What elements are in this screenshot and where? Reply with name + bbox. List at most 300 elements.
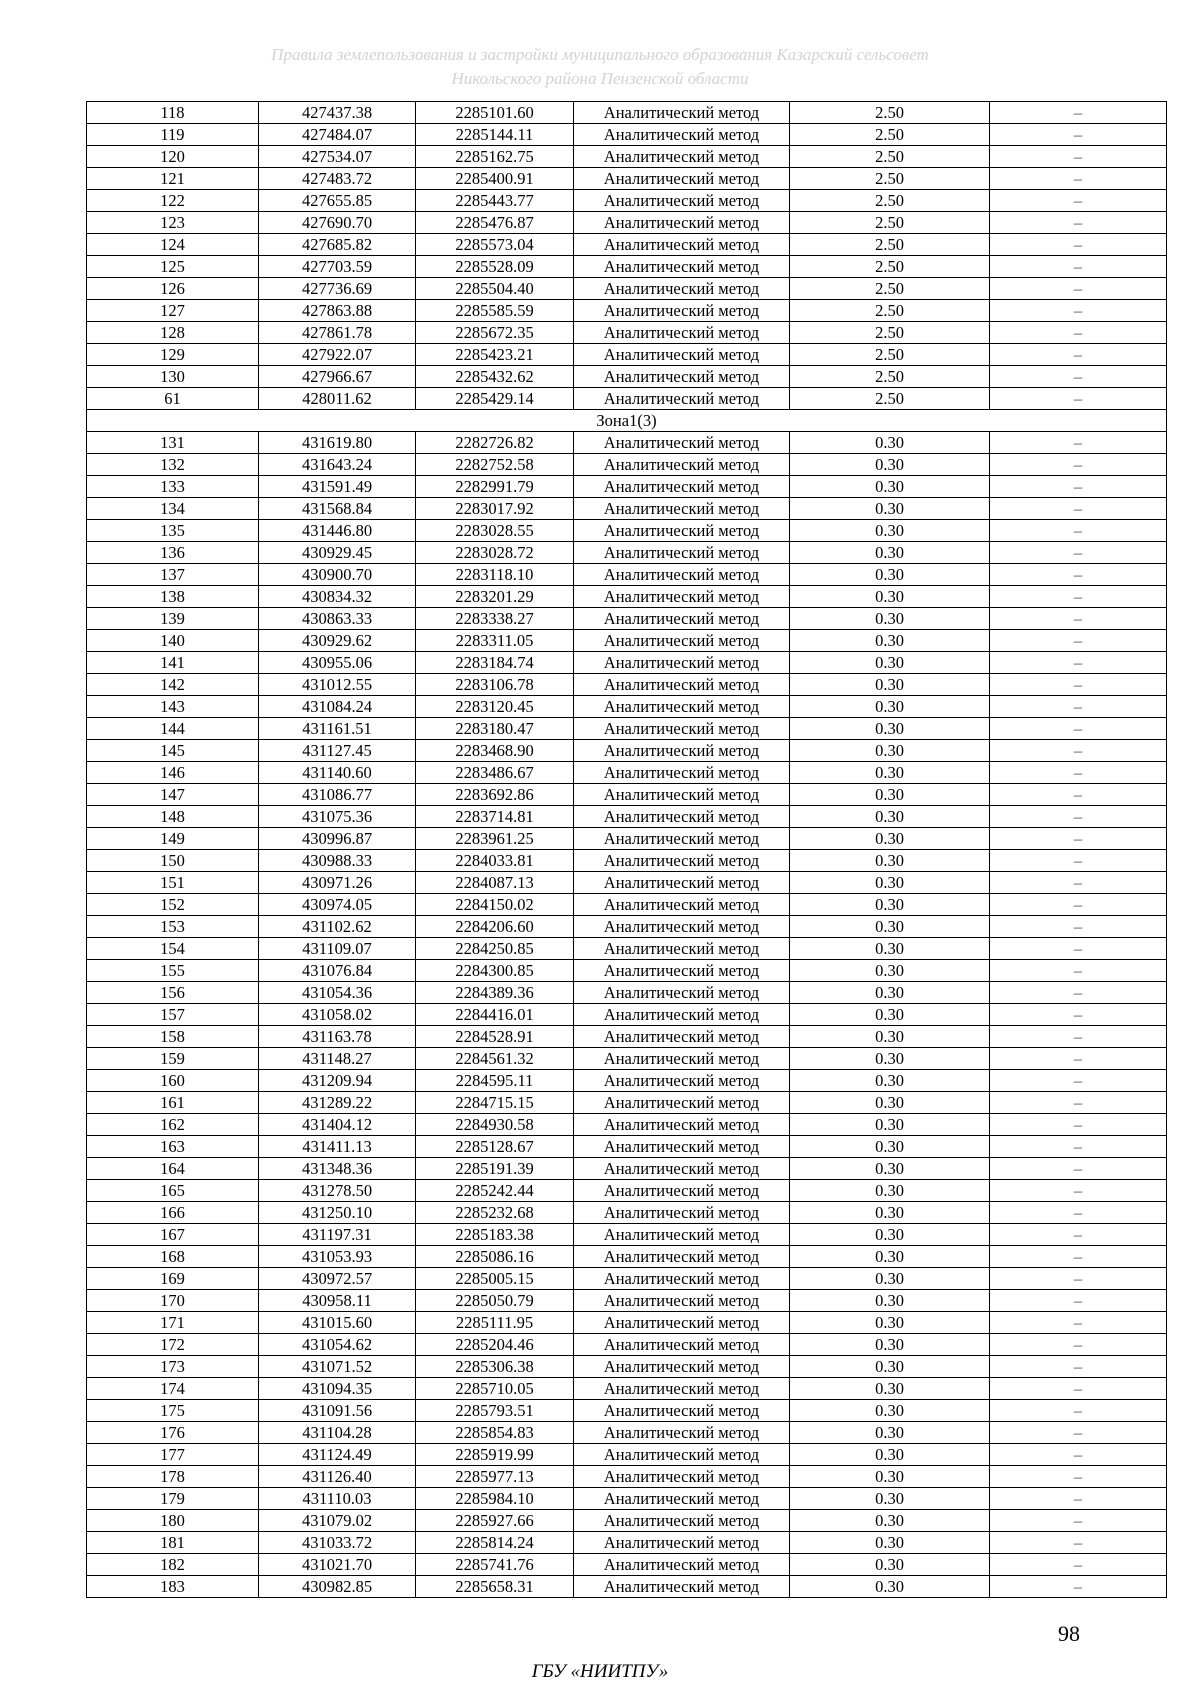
method-cell: Аналитический метод [574, 256, 790, 278]
point-number-cell: 125 [87, 256, 259, 278]
point-number-cell: 154 [87, 938, 259, 960]
x-coordinate-cell: 431348.36 [259, 1158, 416, 1180]
method-cell: Аналитический метод [574, 1268, 790, 1290]
table-row [87, 366, 1167, 388]
x-coordinate-cell: 430958.11 [259, 1290, 416, 1312]
accuracy-cell: 0.30 [790, 696, 990, 718]
y-coordinate-cell: 2283486.67 [416, 762, 574, 784]
point-number-cell: 151 [87, 872, 259, 894]
point-number-cell: 180 [87, 1510, 259, 1532]
accuracy-cell: 2.50 [790, 124, 990, 146]
method-cell: Аналитический метод [574, 212, 790, 234]
table-row [87, 674, 1167, 696]
description-cell: – [990, 300, 1167, 322]
table-row [87, 696, 1167, 718]
y-coordinate-cell: 2284715.15 [416, 1092, 574, 1114]
accuracy-cell: 2.50 [790, 256, 990, 278]
table-row [87, 300, 1167, 322]
description-cell: – [990, 1356, 1167, 1378]
method-cell: Аналитический метод [574, 960, 790, 982]
description-cell: – [990, 1158, 1167, 1180]
description-cell: – [990, 938, 1167, 960]
point-number-cell: 150 [87, 850, 259, 872]
method-cell: Аналитический метод [574, 564, 790, 586]
x-coordinate-cell: 431209.94 [259, 1070, 416, 1092]
accuracy-cell: 2.50 [790, 168, 990, 190]
y-coordinate-cell: 2283311.05 [416, 630, 574, 652]
x-coordinate-cell: 427534.07 [259, 146, 416, 168]
description-cell: – [990, 146, 1167, 168]
x-coordinate-cell: 430834.32 [259, 586, 416, 608]
table-row [87, 850, 1167, 872]
y-coordinate-cell: 2283118.10 [416, 564, 574, 586]
point-number-cell: 173 [87, 1356, 259, 1378]
description-cell: – [990, 476, 1167, 498]
point-number-cell: 139 [87, 608, 259, 630]
point-number-cell: 160 [87, 1070, 259, 1092]
accuracy-cell: 0.30 [790, 432, 990, 454]
point-number-cell: 162 [87, 1114, 259, 1136]
accuracy-cell: 0.30 [790, 1092, 990, 1114]
method-cell: Аналитический метод [574, 1444, 790, 1466]
point-number-cell: 145 [87, 740, 259, 762]
accuracy-cell: 2.50 [790, 300, 990, 322]
y-coordinate-cell: 2285423.21 [416, 344, 574, 366]
method-cell: Аналитический метод [574, 1466, 790, 1488]
point-number-cell: 134 [87, 498, 259, 520]
method-cell: Аналитический метод [574, 696, 790, 718]
x-coordinate-cell: 431148.27 [259, 1048, 416, 1070]
description-cell: – [990, 432, 1167, 454]
point-number-cell: 172 [87, 1334, 259, 1356]
point-number-cell: 157 [87, 1004, 259, 1026]
accuracy-cell: 0.30 [790, 828, 990, 850]
page-number: 98 [1058, 1621, 1080, 1646]
x-coordinate-cell: 431643.24 [259, 454, 416, 476]
table-row [87, 1554, 1167, 1576]
method-cell: Аналитический метод [574, 1224, 790, 1246]
description-cell: – [990, 740, 1167, 762]
y-coordinate-cell: 2285504.40 [416, 278, 574, 300]
point-number-cell: 131 [87, 432, 259, 454]
x-coordinate-cell: 427922.07 [259, 344, 416, 366]
description-cell: – [990, 234, 1167, 256]
x-coordinate-cell: 427863.88 [259, 300, 416, 322]
description-cell: – [990, 1136, 1167, 1158]
description-cell: – [990, 894, 1167, 916]
method-cell: Аналитический метод [574, 872, 790, 894]
y-coordinate-cell: 2285672.35 [416, 322, 574, 344]
point-number-cell: 120 [87, 146, 259, 168]
method-cell: Аналитический метод [574, 784, 790, 806]
description-cell: – [990, 674, 1167, 696]
accuracy-cell: 0.30 [790, 1136, 990, 1158]
y-coordinate-cell: 2285191.39 [416, 1158, 574, 1180]
point-number-cell: 161 [87, 1092, 259, 1114]
table-row [87, 1510, 1167, 1532]
x-coordinate-cell: 431197.31 [259, 1224, 416, 1246]
description-cell: – [990, 278, 1167, 300]
accuracy-cell: 0.30 [790, 520, 990, 542]
description-cell: – [990, 1004, 1167, 1026]
accuracy-cell: 0.30 [790, 1004, 990, 1026]
description-cell: – [990, 1444, 1167, 1466]
y-coordinate-cell: 2285204.46 [416, 1334, 574, 1356]
accuracy-cell: 0.30 [790, 1334, 990, 1356]
point-number-cell: 119 [87, 124, 259, 146]
description-cell: – [990, 542, 1167, 564]
y-coordinate-cell: 2285183.38 [416, 1224, 574, 1246]
y-coordinate-cell: 2282726.82 [416, 432, 574, 454]
method-cell: Аналитический метод [574, 1158, 790, 1180]
description-cell: – [990, 256, 1167, 278]
method-cell: Аналитический метод [574, 718, 790, 740]
accuracy-cell: 0.30 [790, 476, 990, 498]
accuracy-cell: 0.30 [790, 718, 990, 740]
table-row [87, 124, 1167, 146]
table-row [87, 454, 1167, 476]
description-cell: – [990, 916, 1167, 938]
y-coordinate-cell: 2283120.45 [416, 696, 574, 718]
accuracy-cell: 0.30 [790, 1488, 990, 1510]
description-cell: – [990, 322, 1167, 344]
y-coordinate-cell: 2283692.86 [416, 784, 574, 806]
point-number-cell: 126 [87, 278, 259, 300]
accuracy-cell: 0.30 [790, 1114, 990, 1136]
y-coordinate-cell: 2284033.81 [416, 850, 574, 872]
document-header [140, 43, 1060, 91]
table-row [87, 256, 1167, 278]
description-cell: – [990, 1290, 1167, 1312]
point-number-cell: 158 [87, 1026, 259, 1048]
x-coordinate-cell: 430900.70 [259, 564, 416, 586]
table-row [87, 1202, 1167, 1224]
description-cell: – [990, 1488, 1167, 1510]
accuracy-cell: 0.30 [790, 938, 990, 960]
point-number-cell: 146 [87, 762, 259, 784]
description-cell: – [990, 520, 1167, 542]
method-cell: Аналитический метод [574, 916, 790, 938]
y-coordinate-cell: 2285658.31 [416, 1576, 574, 1598]
accuracy-cell: 0.30 [790, 586, 990, 608]
point-number-cell: 174 [87, 1378, 259, 1400]
y-coordinate-cell: 2285984.10 [416, 1488, 574, 1510]
x-coordinate-cell: 431110.03 [259, 1488, 416, 1510]
point-number-cell: 163 [87, 1136, 259, 1158]
accuracy-cell: 2.50 [790, 234, 990, 256]
accuracy-cell: 0.30 [790, 740, 990, 762]
method-cell: Аналитический метод [574, 542, 790, 564]
table-row [87, 1092, 1167, 1114]
point-number-cell: 183 [87, 1576, 259, 1598]
point-number-cell: 61 [87, 388, 259, 410]
x-coordinate-cell: 427690.70 [259, 212, 416, 234]
accuracy-cell: 0.30 [790, 1026, 990, 1048]
description-cell: – [990, 586, 1167, 608]
accuracy-cell: 0.30 [790, 784, 990, 806]
table-row [87, 102, 1167, 124]
page-footer: ГБУ «НИИТПУ» [531, 1661, 669, 1682]
description-cell: – [990, 850, 1167, 872]
point-number-cell: 181 [87, 1532, 259, 1554]
description-cell: – [990, 982, 1167, 1004]
accuracy-cell: 0.30 [790, 1356, 990, 1378]
method-cell: Аналитический метод [574, 740, 790, 762]
point-number-cell: 169 [87, 1268, 259, 1290]
description-cell: – [990, 388, 1167, 410]
accuracy-cell: 0.30 [790, 1224, 990, 1246]
x-coordinate-cell: 430972.57 [259, 1268, 416, 1290]
method-cell: Аналитический метод [574, 652, 790, 674]
x-coordinate-cell: 427861.78 [259, 322, 416, 344]
accuracy-cell: 0.30 [790, 1048, 990, 1070]
description-cell: – [990, 1026, 1167, 1048]
method-cell: Аналитический метод [574, 520, 790, 542]
y-coordinate-cell: 2283201.29 [416, 586, 574, 608]
point-number-cell: 166 [87, 1202, 259, 1224]
point-number-cell: 127 [87, 300, 259, 322]
method-cell: Аналитический метод [574, 190, 790, 212]
y-coordinate-cell: 2284250.85 [416, 938, 574, 960]
x-coordinate-cell: 431161.51 [259, 718, 416, 740]
point-number-cell: 141 [87, 652, 259, 674]
accuracy-cell: 0.30 [790, 608, 990, 630]
x-coordinate-cell: 427655.85 [259, 190, 416, 212]
point-number-cell: 168 [87, 1246, 259, 1268]
description-cell: – [990, 806, 1167, 828]
method-cell: Аналитический метод [574, 1180, 790, 1202]
x-coordinate-cell: 427703.59 [259, 256, 416, 278]
y-coordinate-cell: 2285101.60 [416, 102, 574, 124]
method-cell: Аналитический метод [574, 586, 790, 608]
point-number-cell: 165 [87, 1180, 259, 1202]
description-cell: – [990, 1334, 1167, 1356]
accuracy-cell: 0.30 [790, 1246, 990, 1268]
method-cell: Аналитический метод [574, 762, 790, 784]
point-number-cell: 182 [87, 1554, 259, 1576]
x-coordinate-cell: 431033.72 [259, 1532, 416, 1554]
table-row [87, 1246, 1167, 1268]
table-row [87, 982, 1167, 1004]
y-coordinate-cell: 2285242.44 [416, 1180, 574, 1202]
x-coordinate-cell: 430974.05 [259, 894, 416, 916]
x-coordinate-cell: 430988.33 [259, 850, 416, 872]
accuracy-cell: 0.30 [790, 542, 990, 564]
y-coordinate-cell: 2283017.92 [416, 498, 574, 520]
y-coordinate-cell: 2285585.59 [416, 300, 574, 322]
point-number-cell: 179 [87, 1488, 259, 1510]
accuracy-cell: 0.30 [790, 916, 990, 938]
y-coordinate-cell: 2284930.58 [416, 1114, 574, 1136]
method-cell: Аналитический метод [574, 344, 790, 366]
section-row [87, 410, 1167, 432]
point-number-cell: 152 [87, 894, 259, 916]
accuracy-cell: 0.30 [790, 872, 990, 894]
table-row [87, 762, 1167, 784]
description-cell: – [990, 1312, 1167, 1334]
y-coordinate-cell: 2285086.16 [416, 1246, 574, 1268]
table-row [87, 278, 1167, 300]
table-row [87, 1114, 1167, 1136]
y-coordinate-cell: 2283338.27 [416, 608, 574, 630]
point-number-cell: 123 [87, 212, 259, 234]
description-cell: – [990, 1202, 1167, 1224]
y-coordinate-cell: 2285919.99 [416, 1444, 574, 1466]
accuracy-cell: 0.30 [790, 1554, 990, 1576]
description-cell: – [990, 1422, 1167, 1444]
table-row [87, 1158, 1167, 1180]
x-coordinate-cell: 431109.07 [259, 938, 416, 960]
description-cell: – [990, 1466, 1167, 1488]
method-cell: Аналитический метод [574, 1532, 790, 1554]
x-coordinate-cell: 431591.49 [259, 476, 416, 498]
method-cell: Аналитический метод [574, 608, 790, 630]
method-cell: Аналитический метод [574, 1400, 790, 1422]
method-cell: Аналитический метод [574, 1114, 790, 1136]
description-cell: – [990, 872, 1167, 894]
table-row [87, 1268, 1167, 1290]
accuracy-cell: 0.30 [790, 1576, 990, 1598]
x-coordinate-cell: 431104.28 [259, 1422, 416, 1444]
point-number-cell: 136 [87, 542, 259, 564]
method-cell: Аналитический метод [574, 476, 790, 498]
table-row [87, 564, 1167, 586]
x-coordinate-cell: 431015.60 [259, 1312, 416, 1334]
point-number-cell: 137 [87, 564, 259, 586]
x-coordinate-cell: 431076.84 [259, 960, 416, 982]
point-number-cell: 129 [87, 344, 259, 366]
point-number-cell: 128 [87, 322, 259, 344]
table-row [87, 1488, 1167, 1510]
description-cell: – [990, 1532, 1167, 1554]
table-row [87, 1356, 1167, 1378]
description-cell: – [990, 652, 1167, 674]
accuracy-cell: 0.30 [790, 1180, 990, 1202]
x-coordinate-cell: 431094.35 [259, 1378, 416, 1400]
description-cell: – [990, 498, 1167, 520]
table-row [87, 1312, 1167, 1334]
description-cell: – [990, 1114, 1167, 1136]
accuracy-cell: 2.50 [790, 190, 990, 212]
y-coordinate-cell: 2284206.60 [416, 916, 574, 938]
x-coordinate-cell: 427966.67 [259, 366, 416, 388]
table-row [87, 784, 1167, 806]
y-coordinate-cell: 2284389.36 [416, 982, 574, 1004]
method-cell: Аналитический метод [574, 1378, 790, 1400]
x-coordinate-cell: 431054.36 [259, 982, 416, 1004]
method-cell: Аналитический метод [574, 1356, 790, 1378]
x-coordinate-cell: 427685.82 [259, 234, 416, 256]
table-row [87, 1444, 1167, 1466]
method-cell: Аналитический метод [574, 630, 790, 652]
table-row [87, 542, 1167, 564]
coordinates-table [86, 101, 1167, 1598]
table-row [87, 212, 1167, 234]
point-number-cell: 122 [87, 190, 259, 212]
x-coordinate-cell: 431278.50 [259, 1180, 416, 1202]
method-cell: Аналитический метод [574, 278, 790, 300]
table-row [87, 322, 1167, 344]
accuracy-cell: 2.50 [790, 278, 990, 300]
y-coordinate-cell: 2285927.66 [416, 1510, 574, 1532]
description-cell: – [990, 784, 1167, 806]
table-row [87, 520, 1167, 542]
y-coordinate-cell: 2285111.95 [416, 1312, 574, 1334]
table-row [87, 1004, 1167, 1026]
method-cell: Аналитический метод [574, 1202, 790, 1224]
point-number-cell: 132 [87, 454, 259, 476]
method-cell: Аналитический метод [574, 498, 790, 520]
x-coordinate-cell: 427483.72 [259, 168, 416, 190]
method-cell: Аналитический метод [574, 1136, 790, 1158]
description-cell: – [990, 1070, 1167, 1092]
x-coordinate-cell: 430929.62 [259, 630, 416, 652]
accuracy-cell: 0.30 [790, 1400, 990, 1422]
y-coordinate-cell: 2282752.58 [416, 454, 574, 476]
description-cell: – [990, 190, 1167, 212]
method-cell: Аналитический метод [574, 300, 790, 322]
y-coordinate-cell: 2285050.79 [416, 1290, 574, 1312]
accuracy-cell: 2.50 [790, 102, 990, 124]
x-coordinate-cell: 431021.70 [259, 1554, 416, 1576]
x-coordinate-cell: 430982.85 [259, 1576, 416, 1598]
accuracy-cell: 0.30 [790, 1070, 990, 1092]
method-cell: Аналитический метод [574, 234, 790, 256]
y-coordinate-cell: 2284150.02 [416, 894, 574, 916]
description-cell: – [990, 718, 1167, 740]
y-coordinate-cell: 2284595.11 [416, 1070, 574, 1092]
x-coordinate-cell: 430996.87 [259, 828, 416, 850]
y-coordinate-cell: 2285854.83 [416, 1422, 574, 1444]
table-row [87, 740, 1167, 762]
x-coordinate-cell: 431012.55 [259, 674, 416, 696]
point-number-cell: 121 [87, 168, 259, 190]
description-cell: – [990, 212, 1167, 234]
description-cell: – [990, 1554, 1167, 1576]
accuracy-cell: 0.30 [790, 1290, 990, 1312]
method-cell: Аналитический метод [574, 366, 790, 388]
x-coordinate-cell: 431289.22 [259, 1092, 416, 1114]
accuracy-cell: 0.30 [790, 850, 990, 872]
y-coordinate-cell: 2285710.05 [416, 1378, 574, 1400]
accuracy-cell: 0.30 [790, 894, 990, 916]
method-cell: Аналитический метод [574, 1004, 790, 1026]
y-coordinate-cell: 2285528.09 [416, 256, 574, 278]
y-coordinate-cell: 2285443.77 [416, 190, 574, 212]
x-coordinate-cell: 431250.10 [259, 1202, 416, 1224]
x-coordinate-cell: 431053.93 [259, 1246, 416, 1268]
table-row [87, 1466, 1167, 1488]
accuracy-cell: 0.30 [790, 1466, 990, 1488]
point-number-cell: 140 [87, 630, 259, 652]
method-cell: Аналитический метод [574, 982, 790, 1004]
x-coordinate-cell: 431140.60 [259, 762, 416, 784]
x-coordinate-cell: 428011.62 [259, 388, 416, 410]
method-cell: Аналитический метод [574, 1334, 790, 1356]
table-row [87, 234, 1167, 256]
point-number-cell: 124 [87, 234, 259, 256]
table-row [87, 146, 1167, 168]
y-coordinate-cell: 2285232.68 [416, 1202, 574, 1224]
method-cell: Аналитический метод [574, 1026, 790, 1048]
table-row [87, 1070, 1167, 1092]
table-row [87, 1290, 1167, 1312]
accuracy-cell: 2.50 [790, 344, 990, 366]
table-row [87, 168, 1167, 190]
method-cell: Аналитический метод [574, 1290, 790, 1312]
table-row [87, 630, 1167, 652]
point-number-cell: 142 [87, 674, 259, 696]
